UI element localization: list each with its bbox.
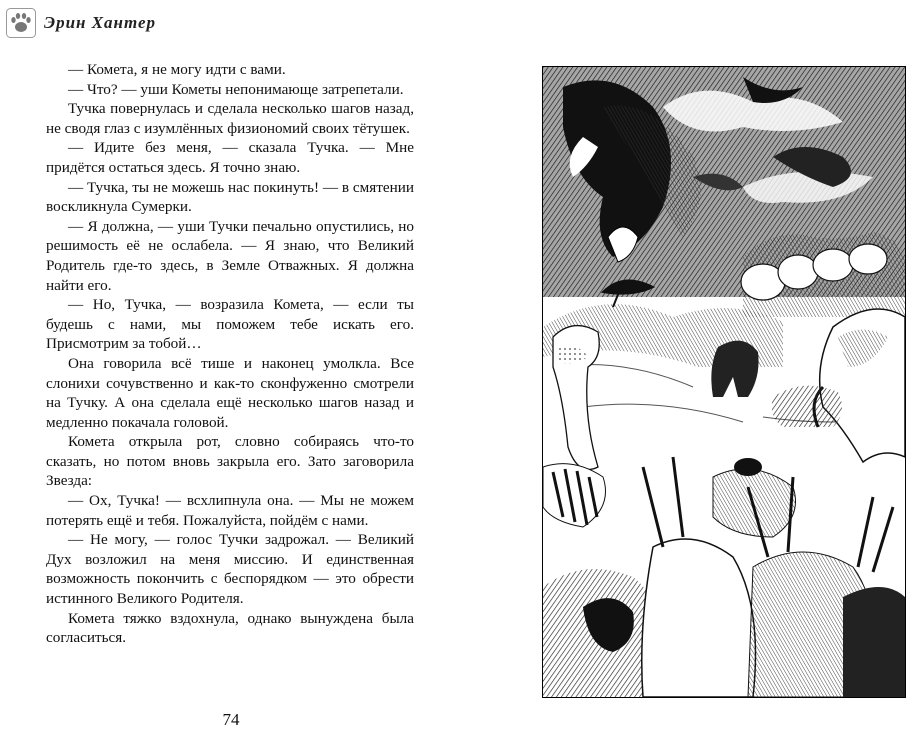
paragraph: — Тучка, ты не можешь нас покинуть! — в смятении воскликнула Сумерки.	[46, 178, 414, 216]
paragraph: — Я должна, — уши Тучки печально опустились, но решимость её не ослабела. — Я знаю, что Великий Родитель где-то здесь, в Земле Отважных. Я должна найти его.	[46, 217, 414, 294]
paragraph: — Не могу, — голос Тучки задрожал. — Великий Дух возложил на меня миссию. И единственная возможность покончить с беспорядком — это обрести истинного Великого Родителя.	[46, 531, 414, 608]
paragraph: — Ох, Тучка! — всхлипнула она. — Мы не можем потерять ещё и тебя. Пожалуйста, пойдём с нами.	[46, 492, 414, 529]
savanna-illustration	[543, 67, 905, 697]
author-name: Эрин Хантер	[44, 13, 157, 32]
paragraph: — Но, Тучка, — возразила Комета, — если ты будешь с нами, мы поможем тебе искать его. Присмотрим за тобой…	[46, 296, 414, 353]
page-number: 74	[222, 710, 240, 729]
illustration	[542, 66, 906, 698]
running-header	[6, 8, 156, 38]
paragraph: — Идите без меня, — сказала Тучка. — Мне придётся остаться здесь. Я точно знаю.	[46, 139, 414, 176]
paw-print-icon	[6, 8, 36, 38]
paragraph: — Что? — уши Кометы непонимающе затрепетали.	[68, 80, 404, 98]
paragraph: Комета тяжко вздохнула, однако вынуждена была согласиться.	[46, 609, 414, 647]
paragraph: Тучка повернулась и сделала несколько шагов назад, не сводя глаз с изумлённых физиономий своих тётушек.	[46, 100, 414, 137]
paragraph: Комета открыла рот, словно собираясь что-то сказать, но потом вновь закрыла его. Зато заговорила Звезда:	[46, 433, 414, 490]
paragraph: — Комета, я не могу идти с вами.	[68, 61, 286, 78]
body-text	[46, 60, 414, 648]
right-page	[462, 0, 924, 743]
paragraph: Она говорила всё тише и наконец умолкла. Все слонихи сочувственно и как-то сконфуженно смотрели на Тучку. А она сделала ещё несколько шагов назад и медленно покачала головой.	[46, 354, 414, 431]
